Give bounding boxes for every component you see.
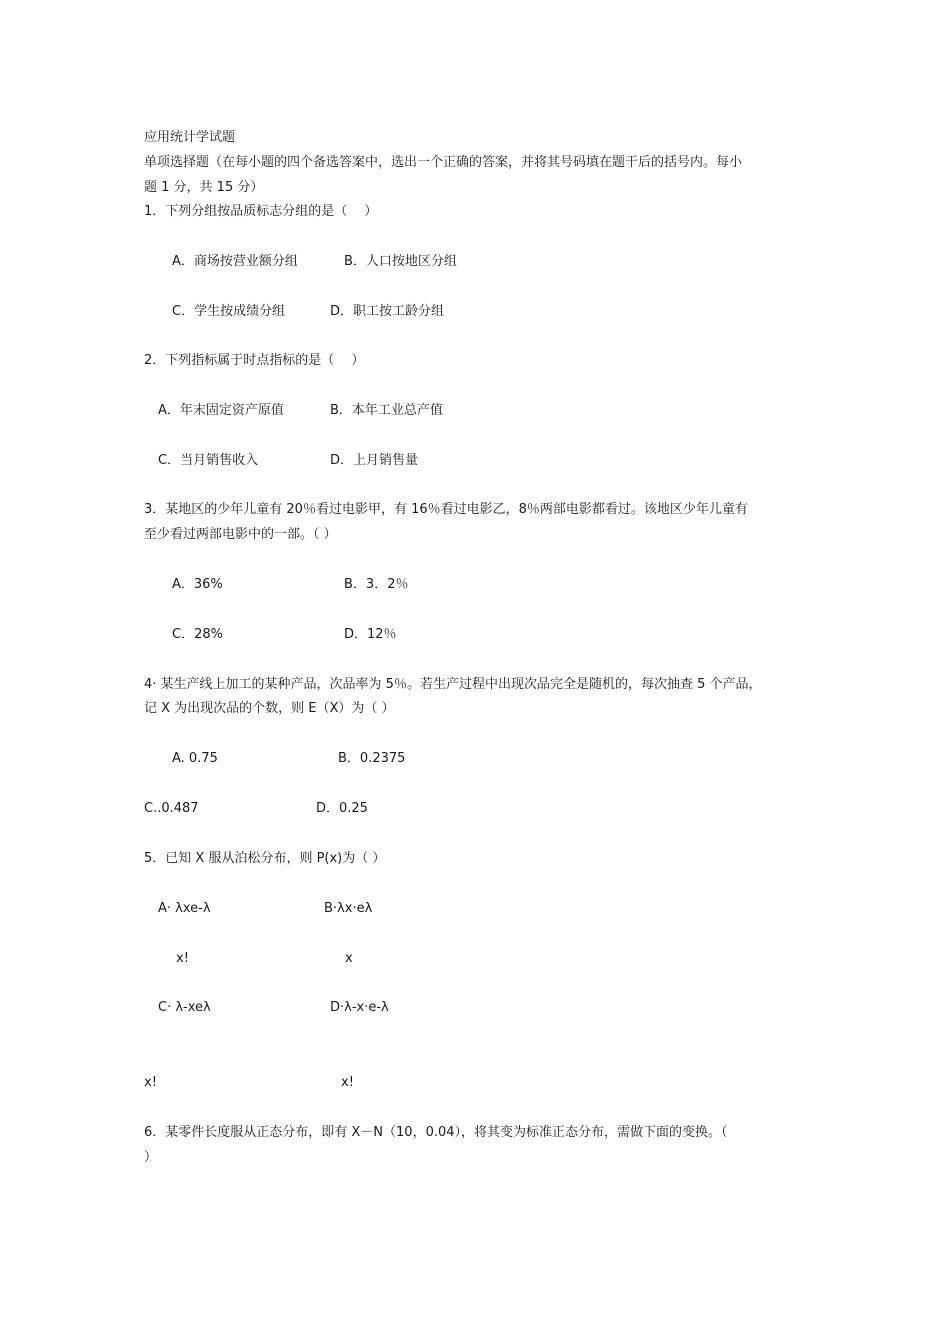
question-3-option-a: A．36% <box>172 577 223 592</box>
question-2-stem: 2．下列指标属于时点指标的是（ ） <box>144 353 365 368</box>
question-6-stem-line-1: 6．某零件长度服从正态分布，即有 X－N（10，0.04），将其变为标准正态分布，需做下面的变换。（ <box>144 1125 728 1140</box>
question-5-option-c-denominator: x! <box>144 1075 157 1090</box>
document-title: 应用统计学试题 <box>144 130 236 145</box>
question-3-option-d: D．12％ <box>344 627 397 642</box>
question-5-stem: 5．已知 X 服从泊松分布，则 P(x)为（ ） <box>144 851 386 866</box>
question-2-option-d: D．上月销售量 <box>330 453 419 468</box>
question-3-stem-line-1: 3．某地区的少年儿童有 20％看过电影甲，有 16％看过电影乙，8％两部电影都看过。该地区少年儿童有 <box>144 502 748 517</box>
question-1-option-c: C．学生按成绩分组 <box>172 304 286 319</box>
question-5-option-a-denominator: x! <box>176 951 189 966</box>
question-5-option-d-denominator: x! <box>341 1075 354 1090</box>
question-2-option-c: C．当月销售收入 <box>158 453 259 468</box>
question-1-option-d: D．职工按工龄分组 <box>330 304 445 319</box>
question-3-option-c: C．28% <box>172 627 223 642</box>
question-2-option-a: A．年末固定资产原值 <box>158 403 284 418</box>
question-3-stem-line-2: 至少看过两部电影中的一部。（ ） <box>144 527 337 542</box>
question-2-option-b: B．本年工业总产值 <box>330 403 443 418</box>
question-5-option-b: B·λx·eλ <box>324 901 373 916</box>
question-6-stem-line-2: ） <box>144 1150 158 1165</box>
question-5-option-a: A· λxe-λ <box>158 901 211 916</box>
question-1-stem: 1．下列分组按品质标志分组的是（ ） <box>144 204 378 219</box>
question-4-stem-line-1: 4· 某生产线上加工的某种产品，次品率为 5％。若生产过程中出现次品完全是随机的，每次抽查 5 个产品， <box>144 677 762 692</box>
question-4-stem-line-2: 记 X 为出现次品的个数，则 E（X）为（ ） <box>144 701 395 716</box>
question-1-option-a: A．商场按营业额分组 <box>172 254 298 269</box>
question-3-option-b: B．3．2％ <box>344 577 409 592</box>
question-5-option-c: C· λ-xeλ <box>158 1000 211 1015</box>
question-4-option-b: B．0.2375 <box>338 751 406 766</box>
question-4-option-c: C..0.487 <box>144 801 199 816</box>
question-5-option-d: D·λ-x·e-λ <box>330 1000 389 1015</box>
question-5-option-b-denominator: x <box>345 951 353 966</box>
instructions-line-2: 题 1 分，共 15 分） <box>144 180 264 195</box>
question-4-option-a: A. 0.75 <box>172 751 218 766</box>
question-1-option-b: B．人口按地区分组 <box>344 254 457 269</box>
instructions-line-1: 单项选择题（在每小题的四个备选答案中，选出一个正确的答案，并将其号码填在题干后的括号内。每小 <box>144 155 743 170</box>
question-4-option-d: D．0.25 <box>316 801 368 816</box>
